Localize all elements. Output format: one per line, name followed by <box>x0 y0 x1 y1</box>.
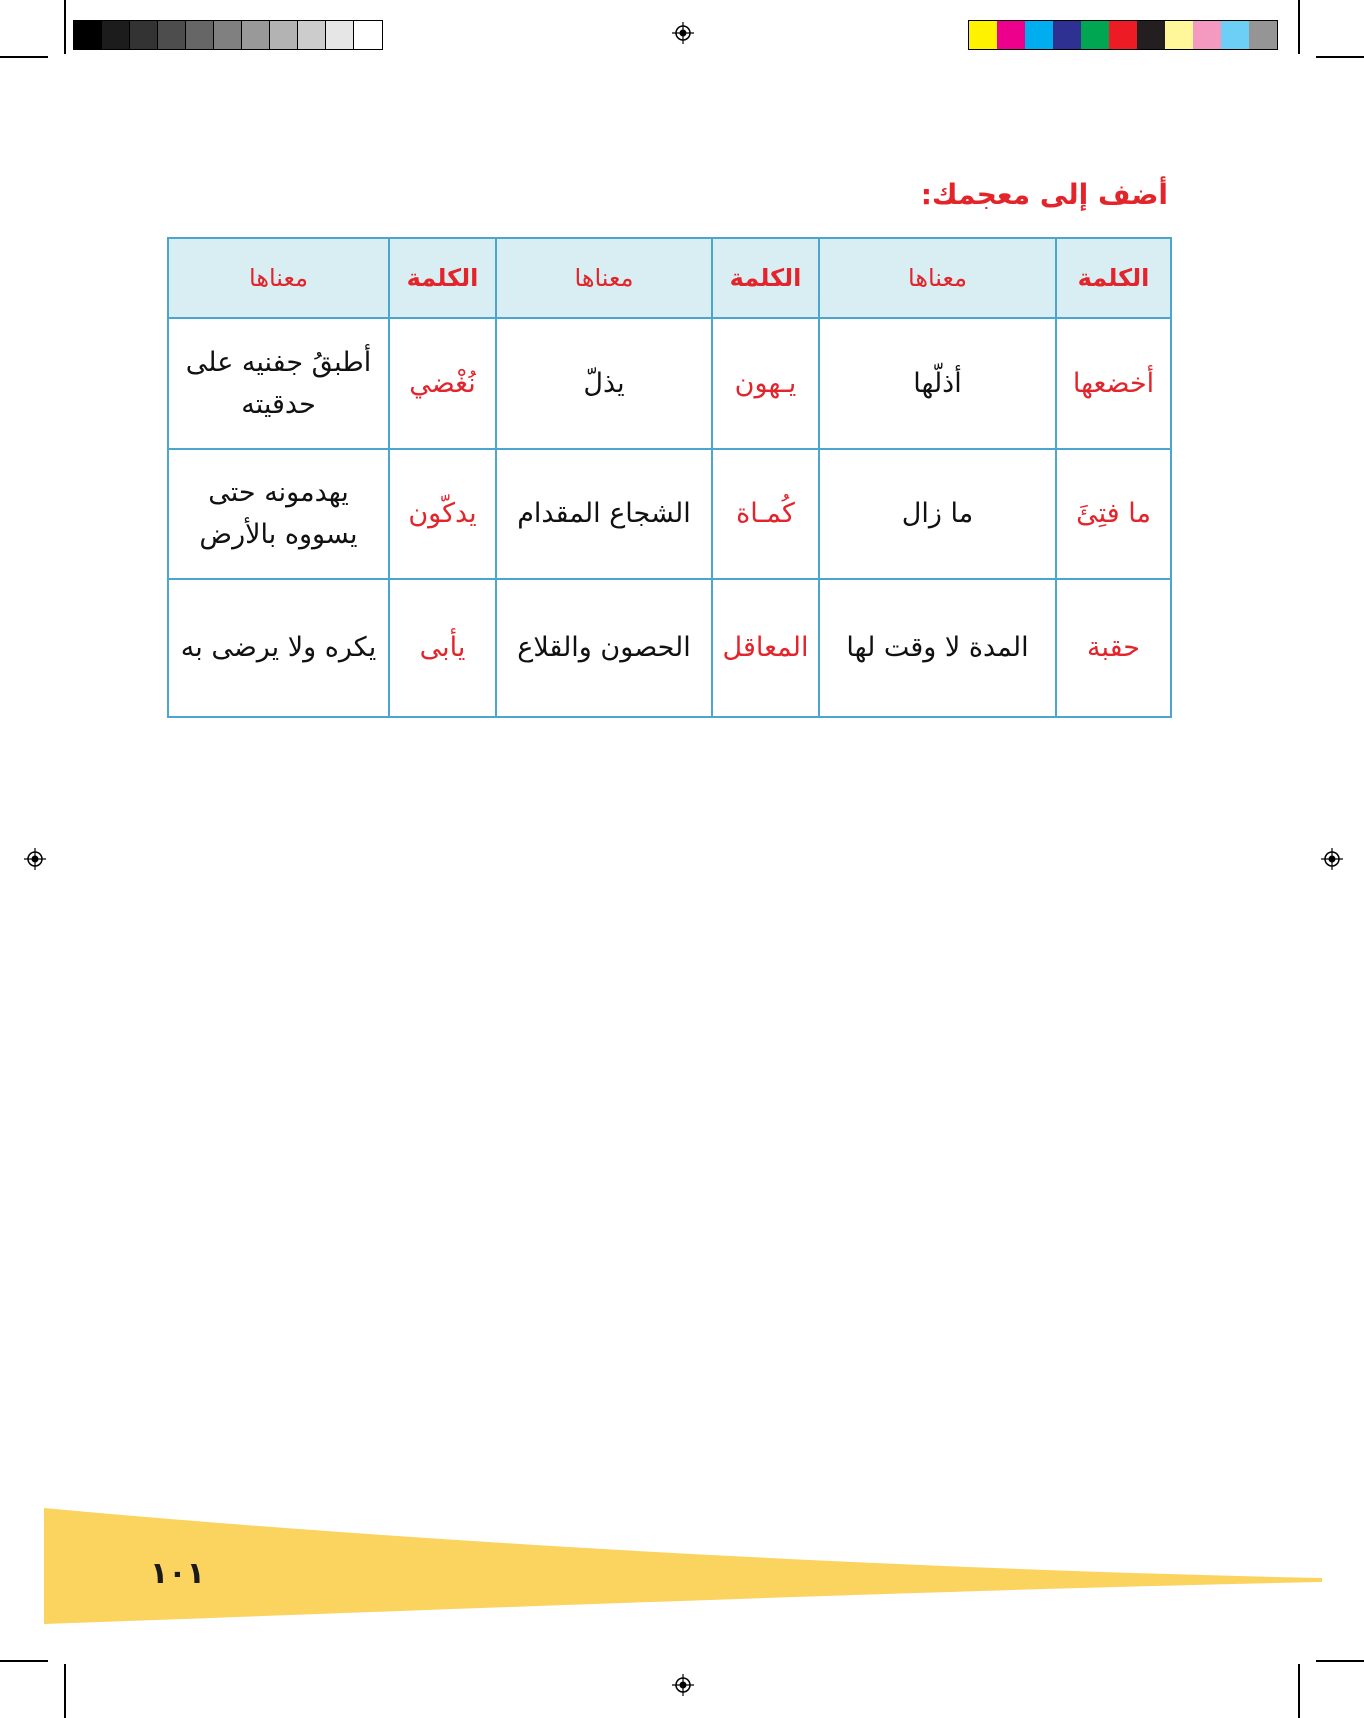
header-meaning: معناها <box>168 238 389 318</box>
vocab-meaning: الشجاع المقدام <box>496 449 712 579</box>
vocab-meaning: يذلّ <box>496 318 712 449</box>
grayscale-swatch <box>130 21 158 49</box>
color-swatch <box>1025 21 1053 49</box>
registration-mark-left-icon <box>24 848 46 870</box>
crop-mark-br-h <box>1316 1660 1364 1662</box>
vocab-meaning: الحصون والقلاع <box>496 579 712 717</box>
grayscale-swatch <box>270 21 298 49</box>
vocab-word: كُمـاة <box>712 449 819 579</box>
grayscale-swatch <box>326 21 354 49</box>
grayscale-swatch <box>158 21 186 49</box>
crop-mark-tr-h <box>1316 56 1364 58</box>
vocab-meaning: ما زال <box>819 449 1056 579</box>
color-swatch <box>1165 21 1193 49</box>
vocab-meaning: المدة لا وقت لها <box>819 579 1056 717</box>
grayscale-swatch <box>102 21 130 49</box>
vocab-word: نُغْضي <box>389 318 496 449</box>
footer-decorative-band <box>44 1508 1324 1624</box>
header-meaning: معناها <box>819 238 1056 318</box>
color-swatch <box>1137 21 1165 49</box>
crop-mark-br-v <box>1298 1664 1300 1718</box>
header-word: الكلمة <box>1056 238 1171 318</box>
grayscale-swatch <box>74 21 102 49</box>
grayscale-swatch <box>298 21 326 49</box>
color-swatch <box>1221 21 1249 49</box>
vocab-meaning: يكره ولا يرضى به <box>168 579 389 717</box>
table-row <box>168 318 1171 449</box>
vocab-meaning: أطبقُ جفنيه على حدقيته <box>168 318 389 449</box>
color-swatch <box>1249 21 1277 49</box>
color-swatch <box>997 21 1025 49</box>
registration-mark-top-icon <box>672 22 694 44</box>
table-row <box>168 449 1171 579</box>
header-word: الكلمة <box>712 238 819 318</box>
crop-mark-tl-h <box>0 56 48 58</box>
vocab-word: يأبى <box>389 579 496 717</box>
table-row <box>168 579 1171 717</box>
vocab-word: يـهون <box>712 318 819 449</box>
crop-mark-bl-v <box>64 1664 66 1718</box>
crop-mark-bl-h <box>0 1660 48 1662</box>
vocab-word: ما فتِئَ <box>1056 449 1171 579</box>
vocab-word: يدكّون <box>389 449 496 579</box>
vocab-word: حقبة <box>1056 579 1171 717</box>
color-swatch <box>1193 21 1221 49</box>
grayscale-swatch <box>242 21 270 49</box>
color-swatch <box>1109 21 1137 49</box>
color-swatch <box>1053 21 1081 49</box>
page-number: ١٠١ <box>150 1556 205 1591</box>
vocabulary-table <box>167 237 1172 718</box>
vocab-meaning: يهدمونه حتى يسووه بالأرض <box>168 449 389 579</box>
grayscale-swatch <box>186 21 214 49</box>
crop-mark-tl-v <box>64 0 66 54</box>
color-calibration-strip <box>968 20 1278 50</box>
crop-mark-tr-v <box>1298 0 1300 54</box>
vocab-word: المعاقل <box>712 579 819 717</box>
registration-mark-right-icon <box>1321 848 1343 870</box>
grayscale-swatch <box>354 21 382 49</box>
color-swatch <box>1081 21 1109 49</box>
table-header-row <box>168 238 1171 318</box>
registration-mark-bottom-icon <box>672 1674 694 1696</box>
vocab-word: أخضعها <box>1056 318 1171 449</box>
vocab-meaning: أذلّها <box>819 318 1056 449</box>
header-meaning: معناها <box>496 238 712 318</box>
color-swatch <box>969 21 997 49</box>
header-word: الكلمة <box>389 238 496 318</box>
grayscale-swatch <box>214 21 242 49</box>
section-title: أضف إلى معجمك: <box>920 178 1168 211</box>
grayscale-calibration-strip <box>73 20 383 50</box>
